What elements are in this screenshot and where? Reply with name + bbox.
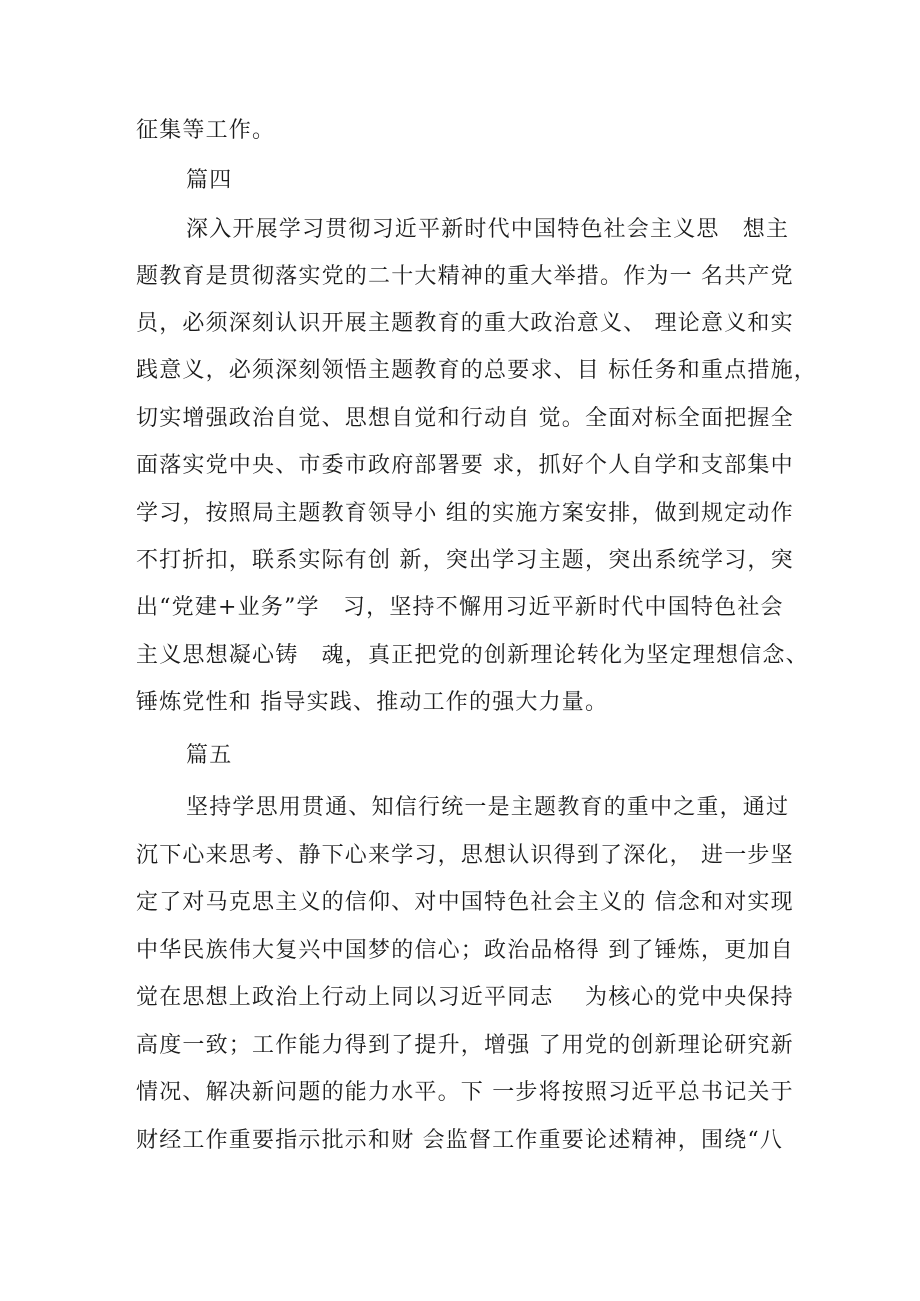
paragraph-line: 财经工作重要指示批示和财 会监督工作重要论述精神，围绕“八 bbox=[136, 1128, 784, 1153]
paragraph-line: 员，必须深刻认识开展主题教育的重大政治意义、 理论意义和实 bbox=[136, 311, 794, 336]
paragraph-line: 沉下心来思考、静下心来学习，思想认识得到了深化， 进一步坚 bbox=[136, 843, 794, 868]
paragraph-line: 题教育是贯彻落实党的二十大精神的重大举措。作为一 名共产党 bbox=[136, 264, 794, 289]
paragraph-line: 情况、解决新问题的能力水平。下 一步将按照习近平总书记关于 bbox=[136, 1080, 794, 1105]
paragraph-line: 切实增强政治自觉、思想自觉和行动自 觉。全面对标全面把握全 bbox=[136, 406, 794, 431]
paragraph-line: 锤炼党性和 指导实践、推动工作的强大力量。 bbox=[136, 690, 609, 715]
paragraph-line: 出“党建+业务”学 习，坚持不懈用习近平新时代中国特色社会 bbox=[136, 595, 784, 620]
section-heading-4: 篇四 bbox=[186, 168, 233, 193]
paragraph-line: 主义思想凝心铸 魂，真正把党的创新理论转化为坚定理想信念、 bbox=[136, 643, 809, 668]
paragraph-line: 高度一致；工作能力得到了提升，增强 了用党的创新理论研究新 bbox=[136, 1033, 794, 1058]
paragraph-line: 定了对马克思主义的信仰、对中国特色社会主义的 信念和对实现 bbox=[136, 890, 794, 915]
paragraph-line: 征集等工作。 bbox=[136, 118, 276, 143]
paragraph-line: 深入开展学习贯彻习近平新时代中国特色社会主义思 想主 bbox=[186, 217, 790, 242]
paragraph-line: 不打折扣，联系实际有创 新，突出学习主题，突出系统学习，突 bbox=[136, 548, 794, 573]
paragraph-line: 觉在思想上政治上行动上同以习近平同志 为核心的党中央保持 bbox=[136, 985, 794, 1010]
paragraph-line: 中华民族伟大复兴中国梦的信心；政治品格得 到了锤炼，更加自 bbox=[136, 938, 794, 963]
paragraph-line: 学习，按照局主题教育领导小 组的实施方案安排，做到规定动作 bbox=[136, 501, 794, 526]
paragraph-line: 践意义，必须深刻领悟主题教育的总要求、目 标任务和重点措施， bbox=[136, 358, 817, 383]
section-heading-5: 篇五 bbox=[186, 743, 233, 768]
paragraph-line: 坚持学思用贯通、知信行统一是主题教育的重中之重，通过 bbox=[186, 795, 790, 820]
paragraph-line: 面落实党中央、市委市政府部署要 求，抓好个人自学和支部集中 bbox=[136, 453, 794, 478]
